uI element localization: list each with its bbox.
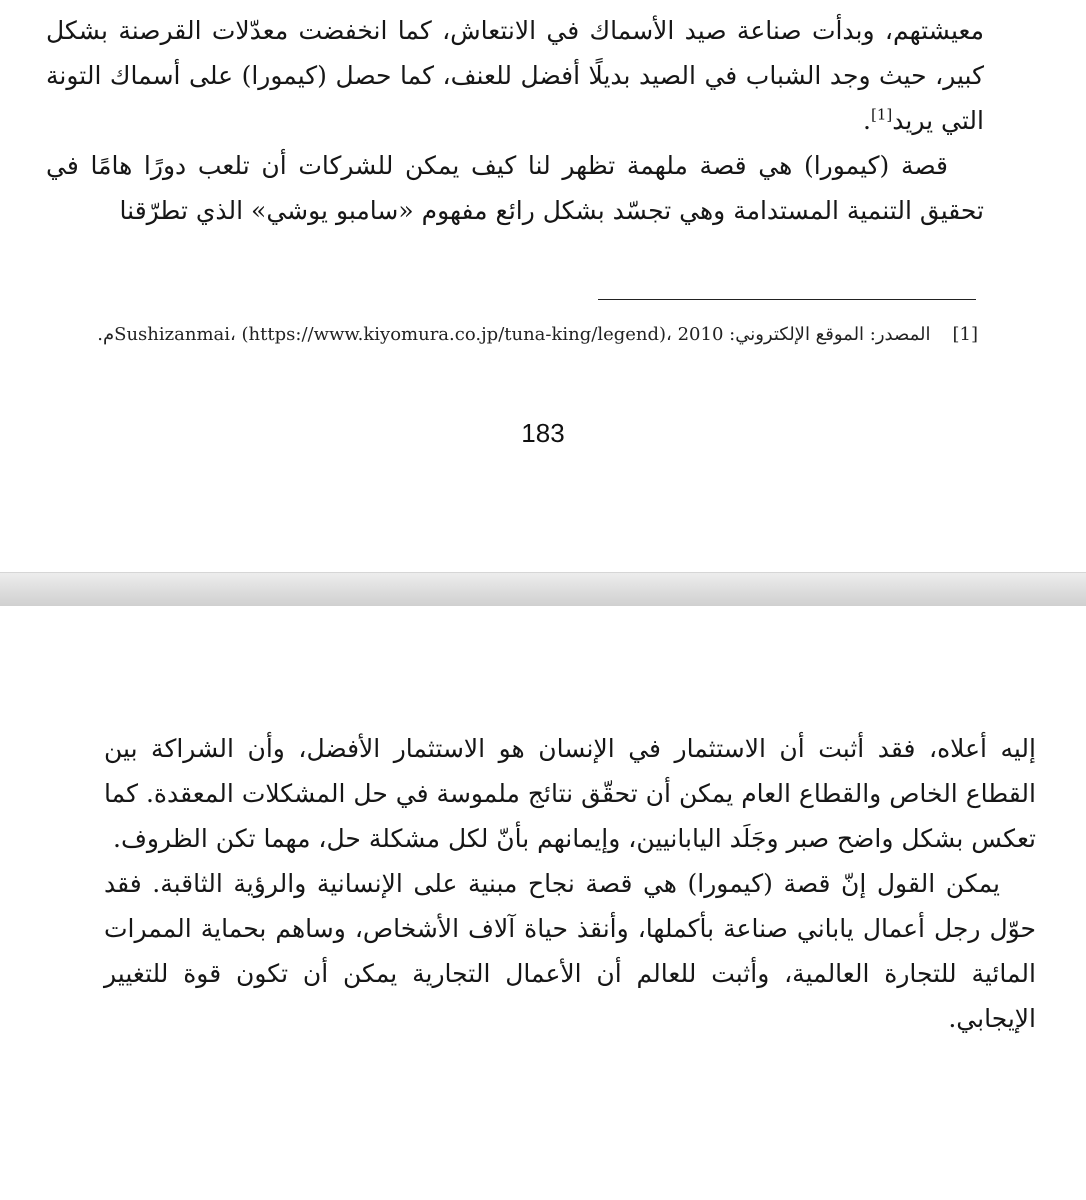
footnote-text: المصدر: الموقع الإلكتروني: Sushizanmai، (https://www.kiyomura.co.jp/tuna-king/legend)، 2010م. [97,324,931,345]
page-183 [0,0,1086,572]
page-184 [0,606,1086,1200]
footnote-divider [598,299,976,300]
paragraph-period: . [863,106,871,135]
paragraph-continuation: إليه أعلاه، فقد أثبت أن الاستثمار في الإنسان هو الاستثمار الأفضل، وأن الشراكة بين القطاع الخاص والقطاع العام يمكن أن تحقّق نتائج ملموسة في حل المشكلات المعقدة. كما تعكس بشكل واضح صبر وجَلَد اليابانيين، وإيمانهم بأنّ لكل مشكلة حل، مهما تكن الظروف. [104,734,1036,853]
paragraph-kimura-story: قصة (كيمورا) هي قصة ملهمة تظهر لنا كيف يمكن للشركات أن تلعب دورًا هامًا في تحقيق التنمية المستدامة وهي تجسّد بشكل رائع مفهوم «سامبو يوشي» الذي تطرّقنا [46,151,984,225]
footnote-number: [1] [952,324,978,345]
paragraph-conclusion: يمكن القول إنّ قصة (كيمورا) هي قصة نجاح مبنية على الإنسانية والرؤية الثاقبة. فقد حوّل رجل أعمال ياباني صناعة بأكملها، وأنقذ حياة آلاف الأشخاص، وساهم بحماية الممرات المائية للتجارة العالمية، وأثبت للعالم أن الأعمال التجارية يمكن أن تكون قوة للتغيير الإيجابي. [104,869,1036,1033]
page-183-body [46,8,984,233]
footnote-reference[interactable]: [1] [871,105,893,124]
footnote [60,320,978,350]
page-separator [0,572,1086,608]
page-number: 183 [521,418,565,448]
paragraph-text: معيشتهم، وبدأت صناعة صيد الأسماك في الانتعاش، كما انخفضت معدّلات القرصنة بشكل كبير، حيث وجد الشباب في الصيد بديلًا أفضل للعنف، كما حصل (كيمورا) على أسماك التونة التي يريد [46,16,984,135]
paragraph-continuation [46,8,984,143]
page-184-body [104,726,1036,1041]
